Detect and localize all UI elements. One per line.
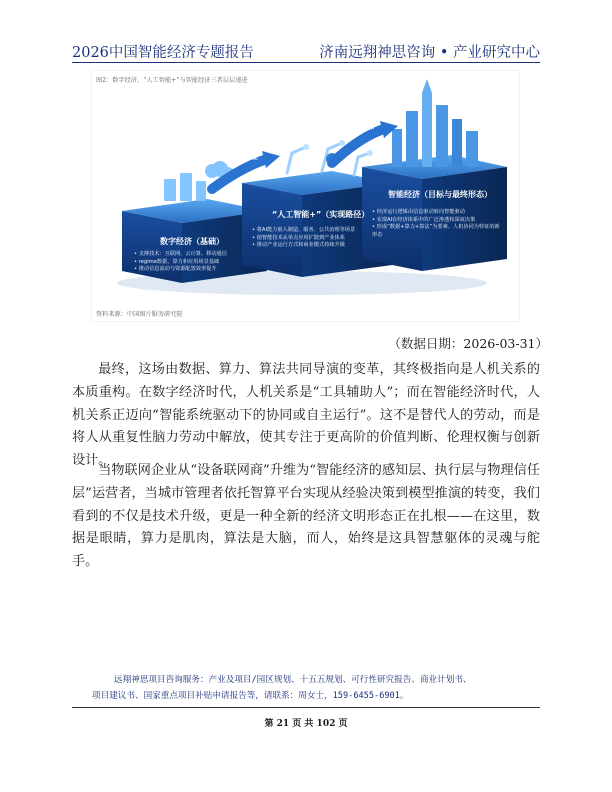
page-header xyxy=(72,38,540,63)
stage3-item: • 经济运行逻辑由信息驱动转向智能驱动 xyxy=(372,209,502,217)
stage2-item: • 使智能技术从单点应用扩散到产业体系 xyxy=(252,235,387,243)
footer-line: 远翔神思项目咨询服务：产业及项目/园区规划、十五五规划、可行性研究报告、商业计划书、 xyxy=(114,675,472,685)
stage3-list xyxy=(372,209,502,239)
paragraph: 最终，这场由数据、算力、算法共同导演的变革，其终极指向是人机关系的本质重构。在数字经济时代，人机关系是“工具辅助人”；而在智能经济时代，人机关系正迈向“智能系统驱动下的协同或自主运行”。这不是替代人的劳动，而是将人从重复性脑力劳动中解放，使其专注于更高阶的价值判断、伦理权衡与创新设计。 xyxy=(72,362,540,469)
data-date: （数据日期：2026-03-31） xyxy=(388,336,548,351)
page-number: 第 21 页 共 102 页 xyxy=(264,719,348,729)
footer-contact-note xyxy=(92,673,536,704)
stage3-item: • 实现AI在经济体系中的广泛渗透和深度决策 xyxy=(372,217,502,225)
stage2-item: • 将AI能力嵌入制造、服务、公共治理等场景 xyxy=(252,227,387,235)
figure-staircase xyxy=(91,70,520,322)
figure-title: 图2：数字经济、“人工智能+”与智能经济三者层层递进 xyxy=(96,77,248,84)
stage2-list xyxy=(252,227,387,250)
publisher-name: 济南远翔神思咨询 • 产业研究中心 xyxy=(319,45,540,61)
stage3-icons xyxy=(392,79,478,167)
arrow-1-label: 演进路径 xyxy=(234,154,259,161)
stage3-title: 智能经济（目标与最终形态） xyxy=(388,190,492,199)
stage2-item: • 推动产业运行方式和商业模式持续升级 xyxy=(252,242,387,250)
stage1-item: • regime数据、算力和应用场景基础 xyxy=(134,259,264,267)
stage1-title: 数字经济（基础） xyxy=(160,237,224,246)
stage1-list xyxy=(134,251,264,274)
stage1-item: • 推动信息流动与资源配置效率提升 xyxy=(134,266,264,274)
stage1-item: • 支撑技术：互联网、云计算、移动通信 xyxy=(134,251,264,259)
figure-source: 资料来源：中国图片服务研究院 xyxy=(96,311,183,318)
arrow-2-label: 发展目标 xyxy=(350,124,375,131)
footer-line: 项目建议书、国家重点项目补贴申请报告等，请联系：周女士，159-6455-6901。 xyxy=(92,690,409,701)
paragraph: 当物联网企业从“设备联网商”升维为“智能经济的感知层、执行层与物理信任层”运营者，当城市管理者依托智算平台实现从经验决策到模型推演的转变，我们看到的不仅是技术升级，更是一种全新的经济文明形态正在扎根——在这里，数据是眼睛，算力是肌肉，算法是大脑，而人，始终是这具智慧躯体的灵魂与舵手。 xyxy=(72,463,540,570)
stage3-item: • 形成“数据+算力+算法”为要素、人机协同为特征的新形态 xyxy=(372,224,502,239)
footer-divider xyxy=(72,707,540,708)
stage2-title: “人工智能+”（实现路径） xyxy=(272,210,370,219)
report-title: 2026中国智能经济专题报告 xyxy=(72,45,254,61)
